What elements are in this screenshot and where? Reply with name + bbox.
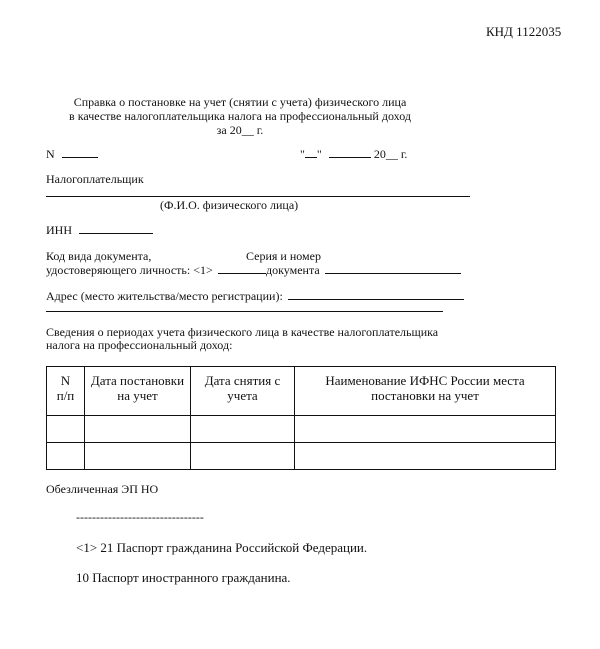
date-day-line[interactable] (305, 146, 317, 158)
title-line-2: в качестве налогоплательщика налога на профессиональный доход (69, 109, 411, 123)
periods-table (46, 366, 556, 470)
footnote-separator: -------------------------------- (76, 510, 204, 524)
document-series-label-1: Серия и номер (246, 249, 321, 263)
table-header-row (47, 367, 556, 416)
inn-label: ИНН (46, 223, 72, 237)
column-header-registration-date: Дата постановки на учет (85, 367, 191, 416)
footnote-1: <1> 21 Паспорт гражданина Российской Федерации. (76, 540, 368, 555)
table-row (47, 443, 556, 470)
inn-input-line[interactable] (79, 222, 153, 234)
document-series-input-line[interactable] (325, 262, 461, 274)
table-cell[interactable] (47, 443, 85, 470)
date-field (300, 146, 407, 162)
document-series-label-2: документа (266, 263, 320, 277)
table-cell[interactable] (191, 416, 295, 443)
column-header-number: N п/п (47, 367, 85, 416)
title-line-1: Справка о постановке на учет (снятии с учета) физического лица (73, 95, 407, 109)
taxpayer-caption: (Ф.И.О. физического лица) (160, 198, 299, 212)
inn-field (46, 222, 153, 238)
address-continuation-line[interactable] (46, 311, 443, 312)
document-type-field (46, 262, 266, 278)
address-input-line[interactable] (288, 288, 464, 300)
table-cell[interactable] (295, 416, 556, 443)
date-quote-close: " (316, 147, 322, 161)
address-label: Адрес (место жительства/место регистрации): (46, 289, 283, 303)
table-cell[interactable] (47, 416, 85, 443)
number-label: N (46, 147, 55, 161)
periods-intro-2: налога на профессиональный доход: (46, 338, 233, 352)
periods-intro-1: Сведения о периодах учета физического лица в качестве налогоплательщика (46, 325, 439, 339)
table-cell[interactable] (85, 443, 191, 470)
document-series-field (266, 262, 461, 278)
document-type-label-2: удостоверяющего личность: (46, 263, 191, 277)
column-header-deregistration-date: Дата снятия с учета (191, 367, 295, 416)
date-quote-open: " (300, 147, 305, 161)
footnote-ref: <1> (193, 263, 213, 277)
document-type-label-1: Код вида документа, (46, 249, 152, 263)
date-year-suffix: 20__ г. (373, 147, 408, 161)
form-code: КНД 1122035 (486, 24, 562, 39)
table-cell[interactable] (85, 416, 191, 443)
taxpayer-name-line[interactable] (46, 196, 470, 197)
number-field (46, 146, 98, 162)
table-cell[interactable] (191, 443, 295, 470)
document-title (60, 95, 420, 137)
footnote-2: 10 Паспорт иностранного гражданина. (76, 570, 291, 585)
address-field (46, 288, 464, 304)
date-month-line[interactable] (329, 146, 371, 158)
title-line-3: за 20__ г. (216, 123, 264, 137)
taxpayer-label: Налогоплательщик (46, 172, 144, 186)
column-header-ifns-name: Наименование ИФНС России места постановки на учет (295, 367, 556, 416)
number-input-line[interactable] (62, 146, 98, 158)
table-cell[interactable] (295, 443, 556, 470)
signature-label: Обезличенная ЭП НО (46, 482, 159, 496)
table-row (47, 416, 556, 443)
